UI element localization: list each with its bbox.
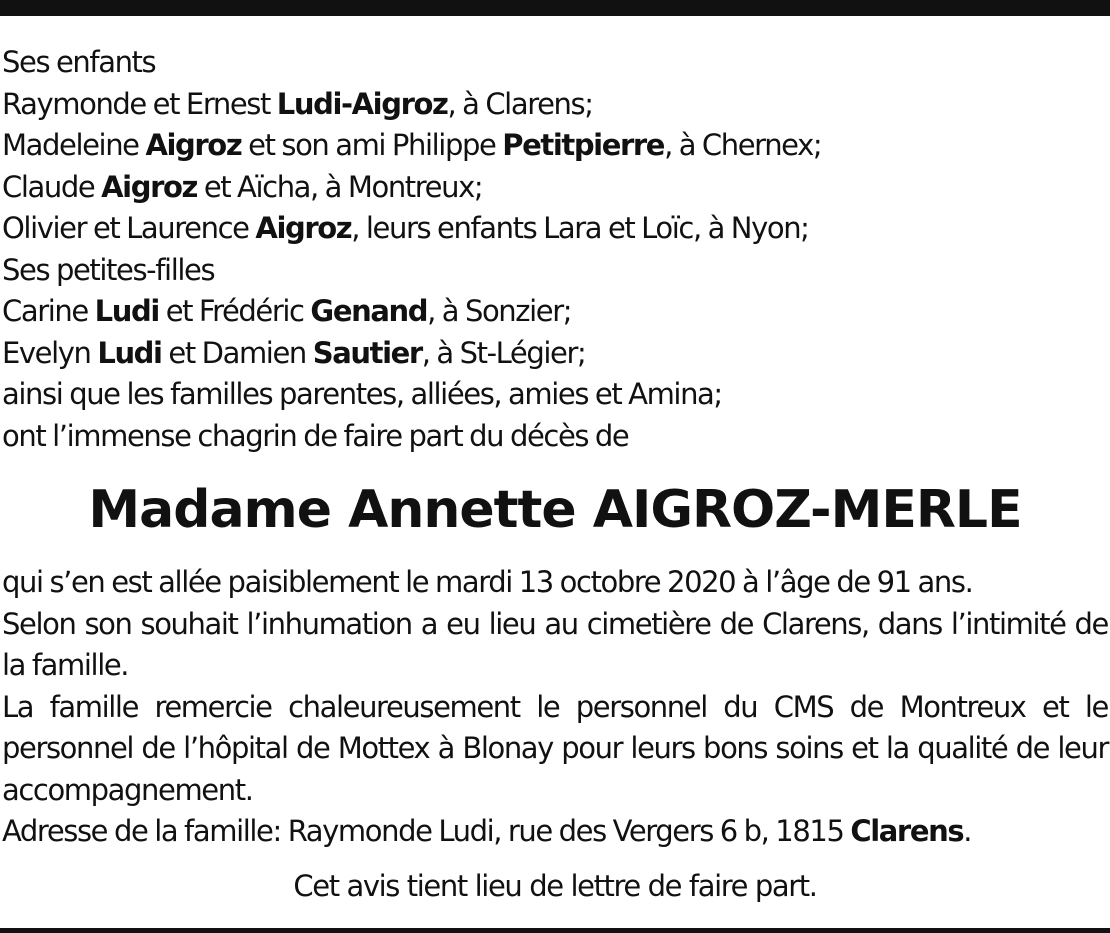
family-line: Raymonde et Ernest Ludi-Aigroz, à Clarens; xyxy=(2,86,593,121)
announcement-line: ont l’immense chagrin de faire part du décès de xyxy=(2,418,629,453)
family-address: Adresse de la famille: Raymonde Ludi, rue des Vergers 6 b, 1815 Clarens. xyxy=(2,814,972,848)
deceased-name: Madame Annette AIGROZ-MERLE xyxy=(88,480,1022,540)
family-surname: Aigroz xyxy=(101,169,197,204)
family-list xyxy=(2,42,1108,457)
address-city: Clarens xyxy=(850,814,964,848)
family-line: Claude Aigroz et Aïcha, à Montreux; xyxy=(2,169,483,204)
passing-paragraph: qui s’en est allée paisiblement le mardi 13 octobre 2020 à l’âge de 91 ans. xyxy=(2,565,973,599)
family-surname: Aigroz xyxy=(255,211,352,245)
family-surname: Sautier xyxy=(312,335,422,370)
burial-paragraph: Selon son souhait l’inhumation a eu lieu au cimetière de Clarens, dans l’intimité de la famille. xyxy=(2,606,1108,682)
family-line: Madeleine Aigroz et son ami Philippe Petitpierre, à Chernex; xyxy=(2,128,822,162)
grandchildren-heading: Ses petites-filles xyxy=(2,252,215,287)
family-surname: Ludi-Aigroz xyxy=(276,86,448,121)
notice-body xyxy=(2,562,1108,853)
family-surname: Ludi xyxy=(97,335,162,370)
top-border-rule xyxy=(0,0,1110,16)
family-surname: Ludi xyxy=(94,294,159,328)
closing-note: Cet avis tient lieu de lettre de faire part. xyxy=(293,869,817,903)
family-surname: Genand xyxy=(310,294,428,328)
families-line: ainsi que les familles parentes, alliées, amies et Amina; xyxy=(2,377,722,411)
family-surname: Aigroz xyxy=(145,128,242,162)
family-line: Olivier et Laurence Aigroz, leurs enfants Lara et Loïc, à Nyon; xyxy=(2,211,809,245)
bottom-border-rule xyxy=(0,928,1110,933)
family-surname: Petitpierre xyxy=(502,128,665,162)
family-line: Carine Ludi et Frédéric Genand, à Sonzier; xyxy=(2,294,572,328)
family-line: Evelyn Ludi et Damien Sautier, à St-Légier; xyxy=(2,335,586,370)
thanks-paragraph: La famille remercie chaleureusement le personnel du CMS de Montreux et le personnel de l’hôpital de Mottex à Blonay pour leurs bons soins et la qualité de leur accompagnement. xyxy=(2,689,1108,807)
children-heading: Ses enfants xyxy=(2,45,156,79)
